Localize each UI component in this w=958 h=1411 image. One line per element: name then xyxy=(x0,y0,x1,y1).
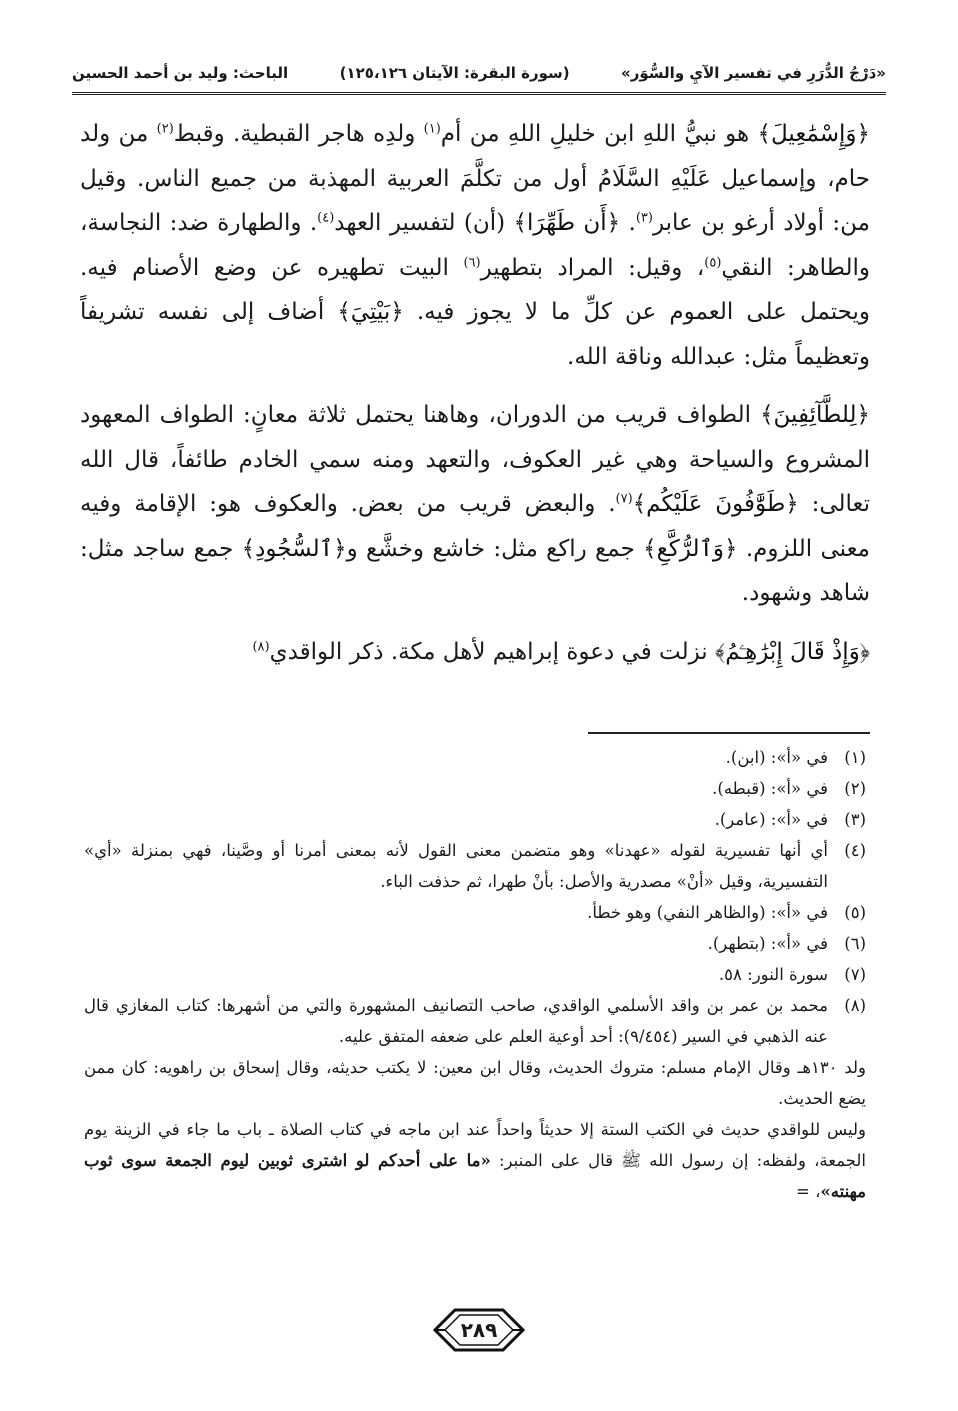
footnote-continuation: وليس للواقدي حديث في الكتب الستة إلا حديثاً واحداً عند ابن ماجه في كتاب الصلاة ـ باب ما جاء في الزينة يوم الجمعة، ولفظه: إن رسول الله ﷺ قال على المنبر: «ما على أحدكم لو اشترى ثوبين ليوم الجمعة سوى ثوب مهنته»، = xyxy=(84,1120,866,1201)
footnote-number: (٣) xyxy=(844,810,866,829)
footnote-number: (٥) xyxy=(844,903,866,922)
quran-quote: ﴿وَإِذْ قَالَ إِبْرَٰهِـۧمُ﴾ xyxy=(715,638,870,665)
quran-quote: ﴿أَن طَهِّرَا﴾ xyxy=(513,210,621,236)
quran-quote: ﴿بَيْتِيَ﴾ xyxy=(337,299,404,325)
hadith-quote: «ما على أحدكم لو اشترى ثوبين ليوم الجمعة سوى ثوب مهنته» xyxy=(84,1151,866,1201)
footnote-ref: (٧) xyxy=(615,491,633,507)
header-rule xyxy=(72,92,886,95)
footnote-item xyxy=(84,990,866,1052)
quran-quote: ﴿وَٱلرُّكَّعِ﴾ xyxy=(643,535,738,562)
footnote-ref: (٥) xyxy=(704,254,722,270)
footnote-text: في «أ»: (عامر). xyxy=(714,810,828,829)
footnote-ref: (٦) xyxy=(463,254,481,270)
quran-quote: ﴿ٱلسُّجُودِ﴾ xyxy=(241,535,347,562)
footnote-ref: (٢) xyxy=(156,121,174,137)
footnote-ref: (٣) xyxy=(635,210,653,226)
footnote-text: في «أ»: (بتطهر). xyxy=(707,934,828,953)
paragraph-1: ﴿وَإِسْمَٰعِيلَ﴾ هو نبيُّ اللهِ ابن خليلِ اللهِ من أم$^{(١)}$ ولدِه هاجر القبطية. وقبط$^{(٢)}$ من ولد حام، وإسماعيل عَلَيْهِ السَّلَامُ أول من تكلَّمَ العربية المهذبة من جميع الناس. وقيل من: أولاد أرغو بن عابر$^{(٣)}$. ﴿أَن طَهِّرَا﴾ (أن) لتفسير العهد$^{(٤)}$. والطهارة ضد: النجاسة، والطاهر: النقي$^{(٥)}$، وقيل: المراد بتطهير$^{(٦)}$ البيت تطهيره عن وضع الأصنام فيه. ويحتمل على العموم عن كلِّ ما لا يجوز فيه. ﴿بَيْتِيَ﴾ أضاف إلى نفسه تشريفاً وتعظيماً مثل: عبدالله وناقة الله. xyxy=(80,121,871,370)
quran-quote: ﴿لِلطَّآئِفِينَ﴾ xyxy=(760,402,870,428)
footnote-text: محمد بن عمر بن واقد الأسلمي الواقدي، صاحب التصانيف المشهورة والتي من أشهرها: كتاب المغازي قال عنه الذهبي في السير (٩/٤٥٤): أحد أوعية العلم على ضعفه المتفق عليه. xyxy=(84,996,828,1046)
running-header xyxy=(72,56,886,90)
book-title: «دَرْجُ الدُّرَرِ في تفسير الآيِ والسُّوَر» xyxy=(621,64,886,82)
paragraph-2: ﴿لِلطَّآئِفِينَ﴾ الطواف قريب من الدوران، وهاهنا يحتمل ثلاثة معانٍ: الطواف المعهود المشروع والسياحة وهي غير العكوف، والتعهد ومنه سمي الخادم طائفاً، قال الله تعالى: ﴿طَوَّٰفُونَ عَلَيْكُم﴾$^{(٧)}$. والبعض قريب من بعض. والعكوف هو: الإقامة وفيه معنى اللزوم. ﴿وَٱلرُّكَّعِ﴾ جمع راكع مثل: خاشع وخشَّع و﴿ٱلسُّجُودِ﴾ جمع ساجد مثل: شاهد وشهود. xyxy=(80,402,871,606)
footnote-item xyxy=(84,897,866,928)
footnote-text: في «أ»: (والظاهر النفي) وهو خطأ. xyxy=(587,903,828,922)
footnotes xyxy=(84,742,866,1207)
footnote-number: (٢) xyxy=(844,779,866,798)
footnote-item xyxy=(84,928,866,959)
surah-section: (سورة البقرة: الآيتان ١٢٥،١٢٦) xyxy=(339,64,570,82)
paragraph-3: ﴿وَإِذْ قَالَ إِبْرَٰهِـۧمُ﴾ نزلت في دعوة إبراهيم لأهل مكة. ذكر الواقدي$^{(٨)}$ xyxy=(252,638,870,665)
page-number-ornament xyxy=(433,1308,525,1352)
footnote-text: في «أ»: (ابن). xyxy=(725,748,828,767)
footnote-continuation: ولد ١٣٠هـ وقال الإمام مسلم: متروك الحديث، وقال ابن معين: لا يكتب حديثه، وقال إسحاق بن راهويه: كان ممن يضع الحديث. xyxy=(84,1058,866,1108)
footnote-item xyxy=(84,835,866,897)
footnote-text: في «أ»: (قبطه). xyxy=(712,779,828,798)
footnote-text: أي أنها تفسيرية لقوله «عهدنا» وهو متضمن معنى القول لأنه بمعنى أمرنا أو وصَّينا، فهي بمنزلة «أي» التفسيرية، وقيل «أنْ» مصدرية والأصل: بأنْ طهرا، ثم حذفت الباء. xyxy=(84,841,828,891)
footnote-ref: (٤) xyxy=(317,210,335,226)
footnote-text: سورة النور: ٥٨. xyxy=(718,965,828,984)
footnote-number: (١) xyxy=(844,748,866,767)
footnote-number: (٤) xyxy=(844,841,866,860)
footnote-number: (٦) xyxy=(844,934,866,953)
footnote-ref: (٨) xyxy=(252,638,270,654)
quran-quote: ﴿طَوَّٰفُونَ عَلَيْكُم﴾ xyxy=(632,491,799,517)
footnote-item xyxy=(84,804,866,835)
footnote-separator xyxy=(588,732,870,734)
footnote-item xyxy=(84,773,866,804)
footnote-number: (٧) xyxy=(844,965,866,984)
footnote-item xyxy=(84,959,866,990)
page-number: ٢٨٩ xyxy=(460,1318,498,1342)
main-text xyxy=(80,112,870,688)
footnote-item xyxy=(84,742,866,773)
footnote-number: (٨) xyxy=(844,996,866,1015)
researcher-name: الباحث: وليد بن أحمد الحسين xyxy=(72,64,289,82)
quran-quote: ﴿وَإِسْمَٰعِيلَ﴾ xyxy=(757,121,870,147)
footnote-ref: (١) xyxy=(423,121,441,137)
